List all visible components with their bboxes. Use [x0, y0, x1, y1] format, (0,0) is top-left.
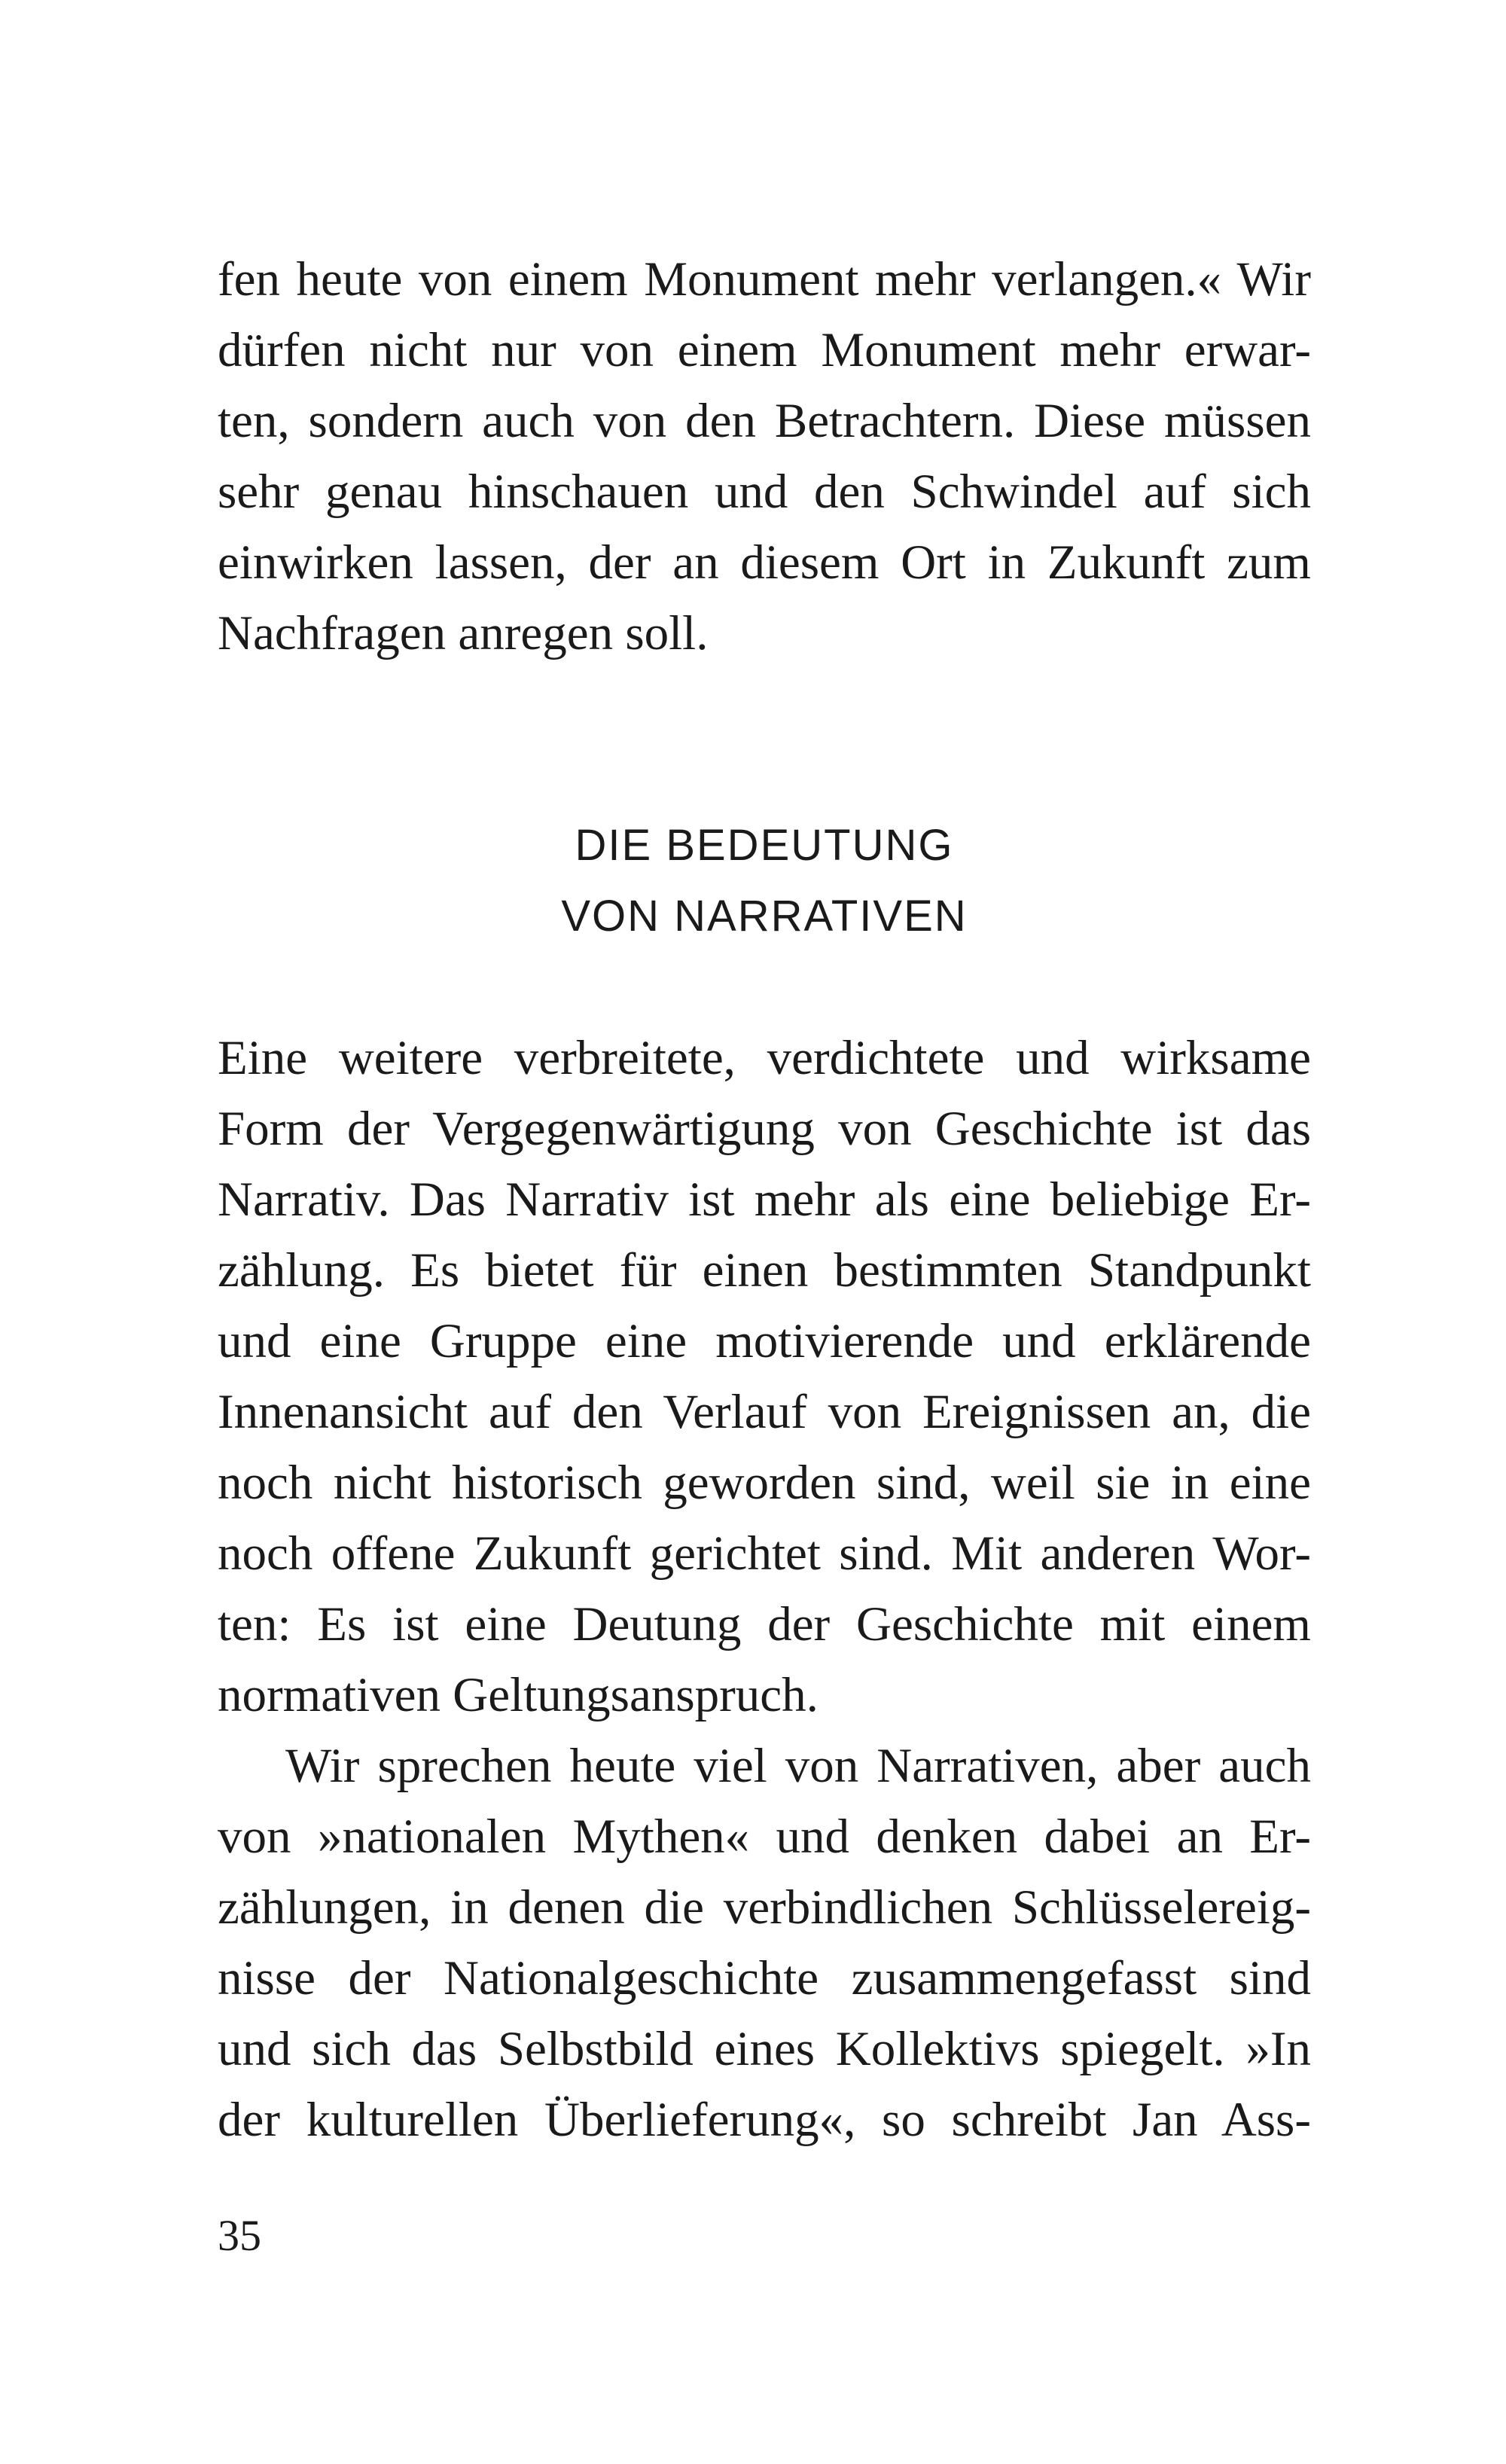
text-line: noch nicht historisch geworden sind, weil sie in eine	[218, 1456, 1311, 1510]
text-line: der kulturellen Überlieferung«, so schreibt Jan Ass-	[218, 2093, 1311, 2147]
text-line: ten, sondern auch von den Betrachtern. Diese müssen	[218, 394, 1311, 448]
text-line: noch offene Zukunft gerichtet sind. Mit anderen Wor-	[218, 1526, 1311, 1581]
text-line: Wir sprechen heute viel von Narrativen, aber auch	[285, 1739, 1311, 1793]
text-line: Nachfragen anregen soll.	[218, 606, 709, 660]
text-line: zählungen, in denen die verbindlichen Schlüsselereig-	[218, 1880, 1311, 1935]
text-line: normativen Geltungsanspruch.	[218, 1668, 819, 1722]
text-line: zählung. Es bietet für einen bestimmten Standpunkt	[218, 1243, 1311, 1298]
heading-line: VON NARRATIVEN	[561, 892, 968, 941]
section-heading	[218, 810, 1311, 952]
paragraph-continuation	[218, 244, 1311, 669]
text-line: sehr genau hinschauen und den Schwindel auf sich	[218, 465, 1311, 519]
heading-line: DIE BEDEUTUNG	[575, 821, 954, 870]
page-number: 35	[218, 2211, 261, 2260]
text-line: Narrativ. Das Narrativ ist mehr als eine beliebige Er-	[218, 1173, 1311, 1227]
paragraph-myths	[218, 1731, 1311, 2155]
text-line: und eine Gruppe eine motivierende und erklärende	[218, 1314, 1311, 1368]
text-line: und sich das Selbstbild eines Kollektivs spiegelt. »In	[218, 2022, 1311, 2076]
text-line: ten: Es ist eine Deutung der Geschichte mit einem	[218, 1597, 1311, 1651]
text-line: von »nationalen Mythen« und denken dabei an Er-	[218, 1810, 1311, 1864]
text-line: Innenansicht auf den Verlauf von Ereignissen an, die	[218, 1385, 1311, 1439]
text-line: Eine weitere verbreitete, verdichtete und wirksame	[218, 1031, 1311, 1085]
text-line: fen heute von einem Monument mehr verlangen.« Wir	[218, 252, 1311, 306]
text-line: dürfen nicht nur von einem Monument mehr erwar-	[218, 323, 1311, 377]
text-line: nisse der Nationalgeschichte zusammengefasst sind	[218, 1951, 1311, 2005]
paragraph-narrative	[218, 1023, 1311, 1731]
text-line: Form der Vergegenwärtigung von Geschichte ist das	[218, 1102, 1311, 1156]
text-line: einwirken lassen, der an diesem Ort in Zukunft zum	[218, 535, 1311, 590]
